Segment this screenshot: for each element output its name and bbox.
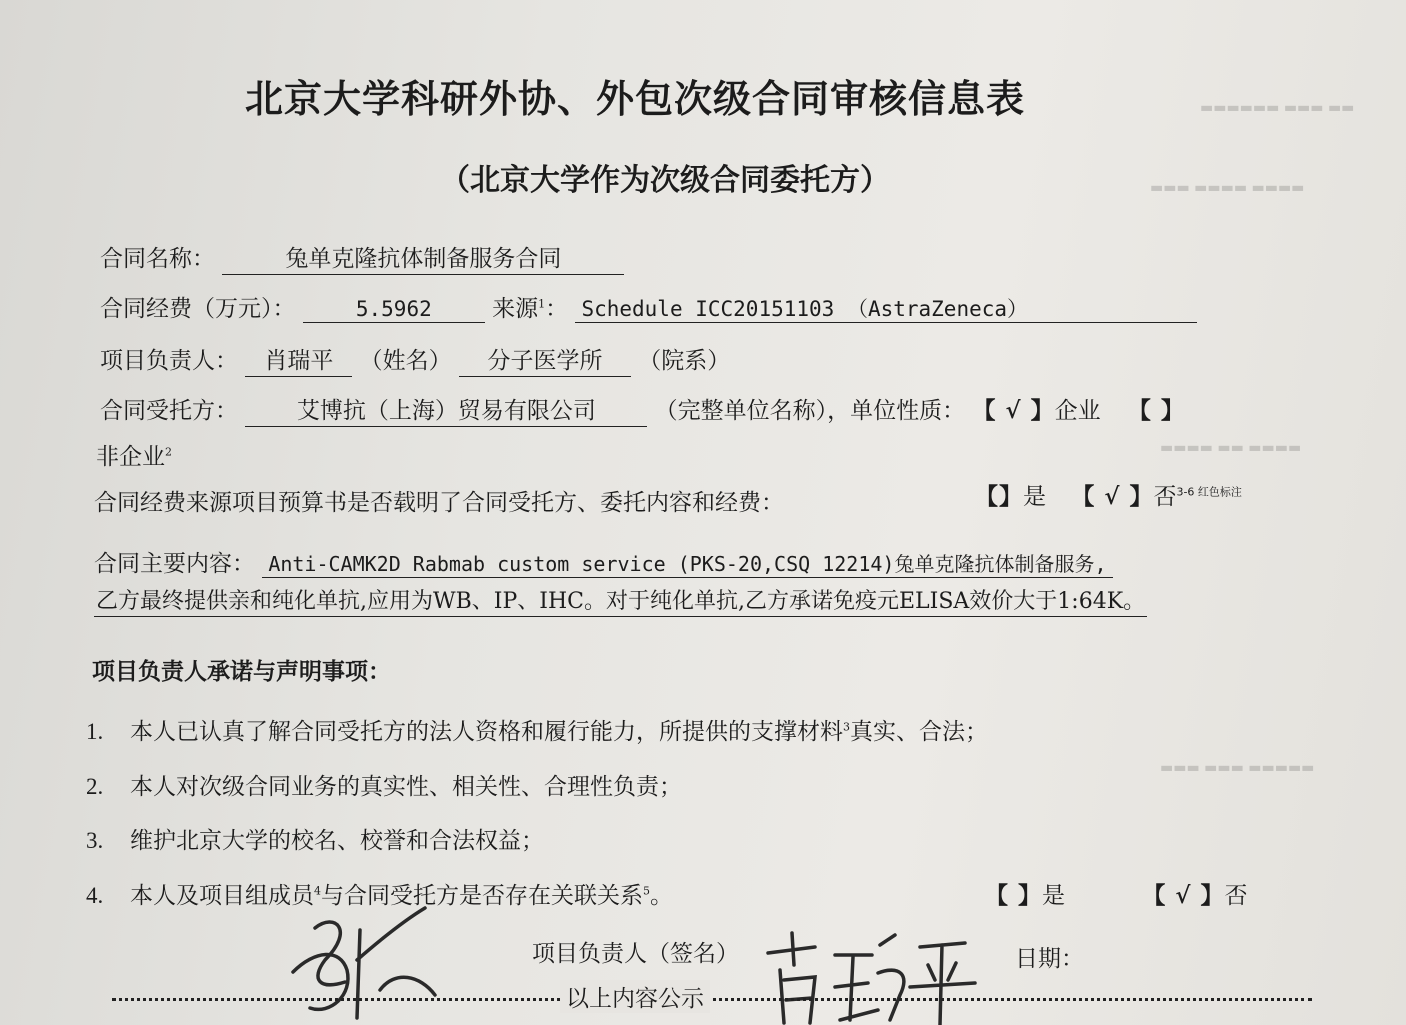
contractee-value: 艾博抗（上海）贸易有限公司 xyxy=(245,397,647,427)
public-notice-divider xyxy=(112,998,1312,1001)
contract-name-row xyxy=(100,240,624,275)
relation-yes-label: 是 xyxy=(1042,883,1066,909)
commitment-item xyxy=(86,822,544,855)
non-enterprise-row xyxy=(96,438,172,471)
relation-yes-checkbox[interactable]: 【 】 xyxy=(985,882,1043,909)
commitment-item xyxy=(86,768,682,801)
contract-fee-row xyxy=(100,290,1197,323)
budget-question-text: 合同经费来源项目预算书是否载明了合同受托方、委托内容和经费： xyxy=(94,490,784,516)
contractee-label: 合同受托方： xyxy=(100,398,238,424)
date-label: 日期： xyxy=(1015,946,1084,972)
relation-no-checkbox[interactable]: 【 √ 】 xyxy=(1142,882,1225,909)
public-notice-label: 以上内容公示 xyxy=(560,980,710,1013)
commitment-text-end: 。 xyxy=(650,883,673,909)
contractee-note: （完整单位名称），单位性质： xyxy=(654,398,966,424)
handwritten-signature xyxy=(760,925,980,1025)
commitment-footnote: 4 xyxy=(314,884,321,898)
main-content-line1: Anti-CAMK2D Rabmab custom service (PKS-20,CSQ 12214)兔单克隆抗体制备服务, xyxy=(262,552,1112,578)
project-lead-name: 肖瑞平 xyxy=(245,347,352,377)
main-content-line2: 乙方最终提供亲和纯化单抗,应用为WB、IP、IHC。对于纯化单抗,乙方承诺免疫元ELISA效价大于1:64K。 xyxy=(94,588,1147,617)
commitment-number: 1. xyxy=(86,719,104,744)
budget-no-checkbox[interactable]: 【 √ 】 xyxy=(1071,483,1154,510)
contract-name-label: 合同名称： xyxy=(100,246,215,272)
commitment-text: 本人已认真了解合同受托方的法人资格和履行能力，所提供的支撑材料 xyxy=(130,719,843,745)
budget-question-row xyxy=(94,484,784,517)
main-content-row2 xyxy=(94,588,1147,617)
main-content-row1 xyxy=(94,545,1113,578)
main-content-label: 合同主要内容： xyxy=(94,551,255,577)
contractee-row xyxy=(100,392,1185,427)
commitment-footnote: 3 xyxy=(843,720,850,734)
commitment-text: 本人及项目组成员 xyxy=(130,883,314,909)
handwritten-scribble-left xyxy=(285,900,445,1025)
commitment-number: 4. xyxy=(86,883,104,908)
commitment-number: 2. xyxy=(86,774,104,799)
commitments-heading: 项目负责人承诺与声明事项： xyxy=(92,658,391,685)
budget-yes-checkbox[interactable]: 【】 xyxy=(975,483,1023,510)
fee-source-label: 来源 xyxy=(492,296,539,322)
contract-name-value: 兔单克隆抗体制备服务合同 xyxy=(222,245,624,275)
project-lead-dept: 分子医学所 xyxy=(459,347,631,377)
non-enterprise-label: 非企业 xyxy=(96,444,165,470)
relation-no-label: 否 xyxy=(1224,883,1248,909)
fee-source-colon: ： xyxy=(545,296,569,322)
commitment-text-cont: 真实、合法； xyxy=(850,719,988,745)
bleed-through-texture: ▬▬▬ ▬▬▬ ▬▬▬▬▬ xyxy=(1160,760,1315,776)
bleed-through-texture: ▬▬▬ ▬▬▬▬ ▬▬▬▬ xyxy=(1150,180,1305,196)
budget-answer xyxy=(975,478,1242,511)
document-title: 北京大学科研外协、外包次级合同审核信息表 xyxy=(245,76,1026,121)
enterprise-label: 企业 xyxy=(1054,398,1101,424)
commitment-text: 本人对次级合同业务的真实性、相关性、合理性负责； xyxy=(130,774,682,800)
relation-answer xyxy=(985,877,1247,910)
bleed-through-texture: ▬▬▬▬▬▬ ▬▬▬ ▬▬ xyxy=(1200,100,1355,116)
document-subtitle: （北京大学作为次级合同委托方） xyxy=(440,163,890,198)
budget-red-note: 3-6 红色标注 xyxy=(1176,485,1242,499)
project-lead-label: 项目负责人： xyxy=(100,348,238,374)
contract-fee-value: 5.5962 xyxy=(303,296,485,323)
budget-yes-label: 是 xyxy=(1023,484,1046,510)
project-lead-dept-note: （院系） xyxy=(638,348,731,374)
signature-label: 项目负责人（签名） xyxy=(532,941,739,967)
commitment-number: 3. xyxy=(86,828,104,853)
budget-no-label: 否 xyxy=(1153,484,1177,510)
commitment-footnote-2: 5 xyxy=(643,884,650,898)
project-lead-name-note: （姓名） xyxy=(359,348,452,374)
fee-source-value: Schedule ICC20151103 （AstraZeneca） xyxy=(575,296,1197,323)
commitment-text: 维护北京大学的校名、校誉和合法权益； xyxy=(130,828,544,854)
commitment-text-cont: 与合同受托方是否存在关联关系 xyxy=(321,883,643,909)
non-enterprise-footnote: 2 xyxy=(165,445,172,459)
fee-source-footnote: 1 xyxy=(538,297,546,311)
project-lead-row xyxy=(100,342,730,377)
contract-fee-label: 合同经费（万元）： xyxy=(100,296,296,322)
non-enterprise-checkbox[interactable]: 【 】 xyxy=(1127,397,1185,424)
enterprise-checkbox[interactable]: 【 √ 】 xyxy=(972,397,1055,424)
commitment-item xyxy=(86,713,988,746)
bleed-through-texture: ▬▬▬▬ ▬▬ ▬▬▬▬ xyxy=(1160,440,1302,456)
